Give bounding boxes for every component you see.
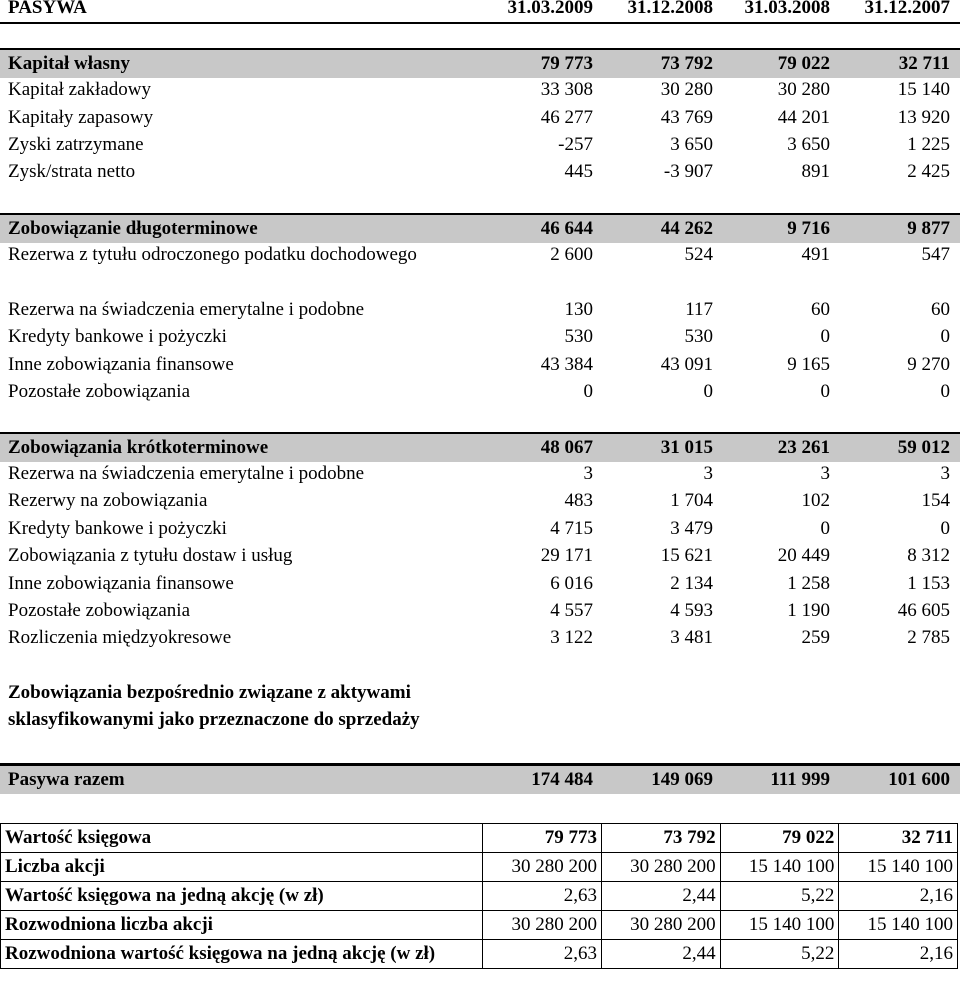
table-row [0,570,960,598]
value-cell: 20 449 [777,545,830,566]
table-row [0,351,960,379]
value-cell: 2 134 [670,573,713,594]
row-label: Kapitały zapasowy [8,107,154,128]
value-cell: 29 171 [540,545,593,566]
row-label: Kredyty bankowe i pożyczki [8,518,227,539]
section-title-kapital [0,48,960,78]
value-cell: 31 015 [660,437,713,458]
value-cell: 2,16 [839,882,958,911]
table-row [0,76,960,104]
held-for-sale-label-line1: Zobowiązania bezpośrednio związane z aktywami [8,682,411,703]
value-cell: 3 [703,463,713,484]
row-label: Kredyty bankowe i pożyczki [8,326,227,347]
value-cell: 3 [940,463,950,484]
value-cell: 30 280 [660,79,713,100]
row-label: Rezerwa na świadczenia emerytalne i podobne [8,299,365,320]
value-cell: 15 140 100 [720,853,839,882]
value-cell: 15 140 100 [839,911,958,940]
table-row [1,853,958,882]
value-cell: 15 140 100 [720,911,839,940]
row-label: Wartość księgowa [1,824,483,853]
value-cell: 48 067 [540,437,593,458]
section-title-krotkoterminowe [0,432,960,462]
header-col: 31.03.2008 [744,0,830,18]
row-label: Liczba akcji [1,853,483,882]
value-cell: 3 481 [670,627,713,648]
value-cell: 3 [820,463,830,484]
value-cell: 43 091 [660,354,713,375]
value-cell: 149 069 [651,769,713,790]
value-cell: 15 140 [897,79,950,100]
value-cell: 43 769 [660,107,713,128]
value-cell: 2,63 [483,882,602,911]
row-label: Zysk/strata netto [8,161,136,182]
table-row [0,487,960,515]
value-cell: 1 190 [787,600,830,621]
header-col: 31.12.2008 [627,0,713,18]
table-row [0,131,960,159]
row-label: Rozwodniona liczba akcji [1,911,483,940]
value-cell: 3 479 [670,518,713,539]
value-cell: 8 312 [907,545,950,566]
value-cell: 117 [685,299,713,320]
value-cell: 1 704 [670,490,713,511]
value-cell: 73 792 [602,824,721,853]
table-row [0,597,960,625]
table-row [1,824,958,853]
value-cell: -257 [558,134,593,155]
header-col: 31.03.2009 [507,0,593,18]
value-cell: 32 711 [839,824,958,853]
table-row [0,624,960,652]
value-cell: 3 650 [670,134,713,155]
value-cell: 530 [684,326,713,347]
value-cell: 30 280 [777,79,830,100]
value-cell: 15 621 [660,545,713,566]
table-row [1,882,958,911]
value-cell: 79 773 [483,824,602,853]
value-cell: 73 792 [660,53,713,74]
value-cell: 60 [931,299,950,320]
table-row [0,158,960,186]
book-value-table [0,823,958,969]
value-cell: 4 557 [550,600,593,621]
value-cell: 44 201 [777,107,830,128]
value-cell: 13 920 [897,107,950,128]
value-cell: 2,44 [602,940,721,969]
row-label: Kapitał zakładowy [8,79,151,100]
value-cell: 3 [583,463,593,484]
value-cell: 891 [801,161,830,182]
total-liabilities-row [0,763,960,794]
section-label: Kapitał własny [8,53,130,74]
value-cell: 9 165 [787,354,830,375]
table-header [0,0,960,24]
value-cell: 530 [564,326,593,347]
value-cell: 491 [801,244,830,265]
value-cell: 5,22 [720,882,839,911]
value-cell: 6 016 [550,573,593,594]
table-row [0,323,960,351]
value-cell: 0 [703,381,713,402]
value-cell: 0 [583,381,593,402]
value-cell: 174 484 [531,769,593,790]
value-cell: 32 711 [898,53,950,74]
table-row [0,378,960,406]
row-label: Zyski zatrzymane [8,134,144,155]
value-cell: 111 999 [770,769,830,790]
value-cell: 0 [820,518,830,539]
row-label: Wartość księgowa na jedną akcję (w zł) [1,882,483,911]
value-cell: 259 [801,627,830,648]
value-cell: 9 270 [907,354,950,375]
value-cell: 1 258 [787,573,830,594]
row-label: Rezerwa na świadczenia emerytalne i podobne [8,463,365,484]
value-cell: 5,22 [720,940,839,969]
value-cell: 23 261 [777,437,830,458]
value-cell: 1 153 [907,573,950,594]
value-cell: 4 593 [670,600,713,621]
table-row [0,241,960,269]
value-cell: 79 022 [777,53,830,74]
value-cell: 547 [921,244,950,265]
value-cell: 154 [921,490,950,511]
row-label: Zobowiązania z tytułu dostaw i usług [8,545,293,566]
table-row [0,542,960,570]
row-label: Pozostałe zobowiązania [8,600,191,621]
value-cell: 59 012 [897,437,950,458]
value-cell: 33 308 [540,79,593,100]
value-cell: 79 022 [720,824,839,853]
value-cell: 46 605 [897,600,950,621]
value-cell: 30 280 200 [483,911,602,940]
table-row [0,104,960,132]
held-for-sale-label-line2: sklasyfikowanymi jako przeznaczone do sprzedaży [8,709,420,730]
table-row [1,940,958,969]
value-cell: 2 785 [907,627,950,648]
value-cell: 524 [684,244,713,265]
section-label: Zobowiązania krótkoterminowe [8,437,269,458]
table-row [0,515,960,543]
value-cell: 2,63 [483,940,602,969]
value-cell: 102 [801,490,830,511]
value-cell: 2 425 [907,161,950,182]
value-cell: 46 644 [540,218,593,239]
value-cell: 30 280 200 [602,853,721,882]
value-cell: 46 277 [540,107,593,128]
value-cell: 3 650 [787,134,830,155]
table-row [1,911,958,940]
value-cell: 2,16 [839,940,958,969]
value-cell: 0 [940,518,950,539]
value-cell: 483 [564,490,593,511]
row-label: Inne zobowiązania finansowe [8,354,234,375]
row-label: Rezerwy na zobowiązania [8,490,208,511]
header-label: PASYWA [8,0,87,18]
value-cell: 15 140 100 [839,853,958,882]
value-cell: 1 225 [907,134,950,155]
row-label: Inne zobowiązania finansowe [8,573,234,594]
value-cell: 130 [564,299,593,320]
value-cell: 3 122 [550,627,593,648]
value-cell: 4 715 [550,518,593,539]
value-cell: 43 384 [540,354,593,375]
value-cell: 0 [940,326,950,347]
row-label: Rozwodniona wartość księgowa na jedną akcję (w zł) [1,940,483,969]
value-cell: 0 [940,381,950,402]
header-col: 31.12.2007 [864,0,950,18]
value-cell: 79 773 [540,53,593,74]
total-label: Pasywa razem [8,769,125,790]
section-title-dlugoterminowe [0,213,960,243]
value-cell: 0 [820,381,830,402]
value-cell: 30 280 200 [602,911,721,940]
value-cell: -3 907 [663,161,713,182]
row-label: Rozliczenia międzyokresowe [8,627,232,648]
value-cell: 60 [811,299,830,320]
value-cell: 101 600 [888,769,950,790]
value-cell: 2,44 [602,882,721,911]
value-cell: 30 280 200 [483,853,602,882]
value-cell: 9 877 [907,218,950,239]
value-cell: 0 [820,326,830,347]
table-row [0,460,960,488]
row-label: Rezerwa z tytułu odroczonego podatku dochodowego [8,244,417,265]
value-cell: 445 [564,161,593,182]
section-label: Zobowiązanie długoterminowe [8,218,258,239]
table-row [0,296,960,324]
row-label: Pozostałe zobowiązania [8,381,191,402]
value-cell: 9 716 [787,218,830,239]
value-cell: 2 600 [550,244,593,265]
value-cell: 44 262 [660,218,713,239]
